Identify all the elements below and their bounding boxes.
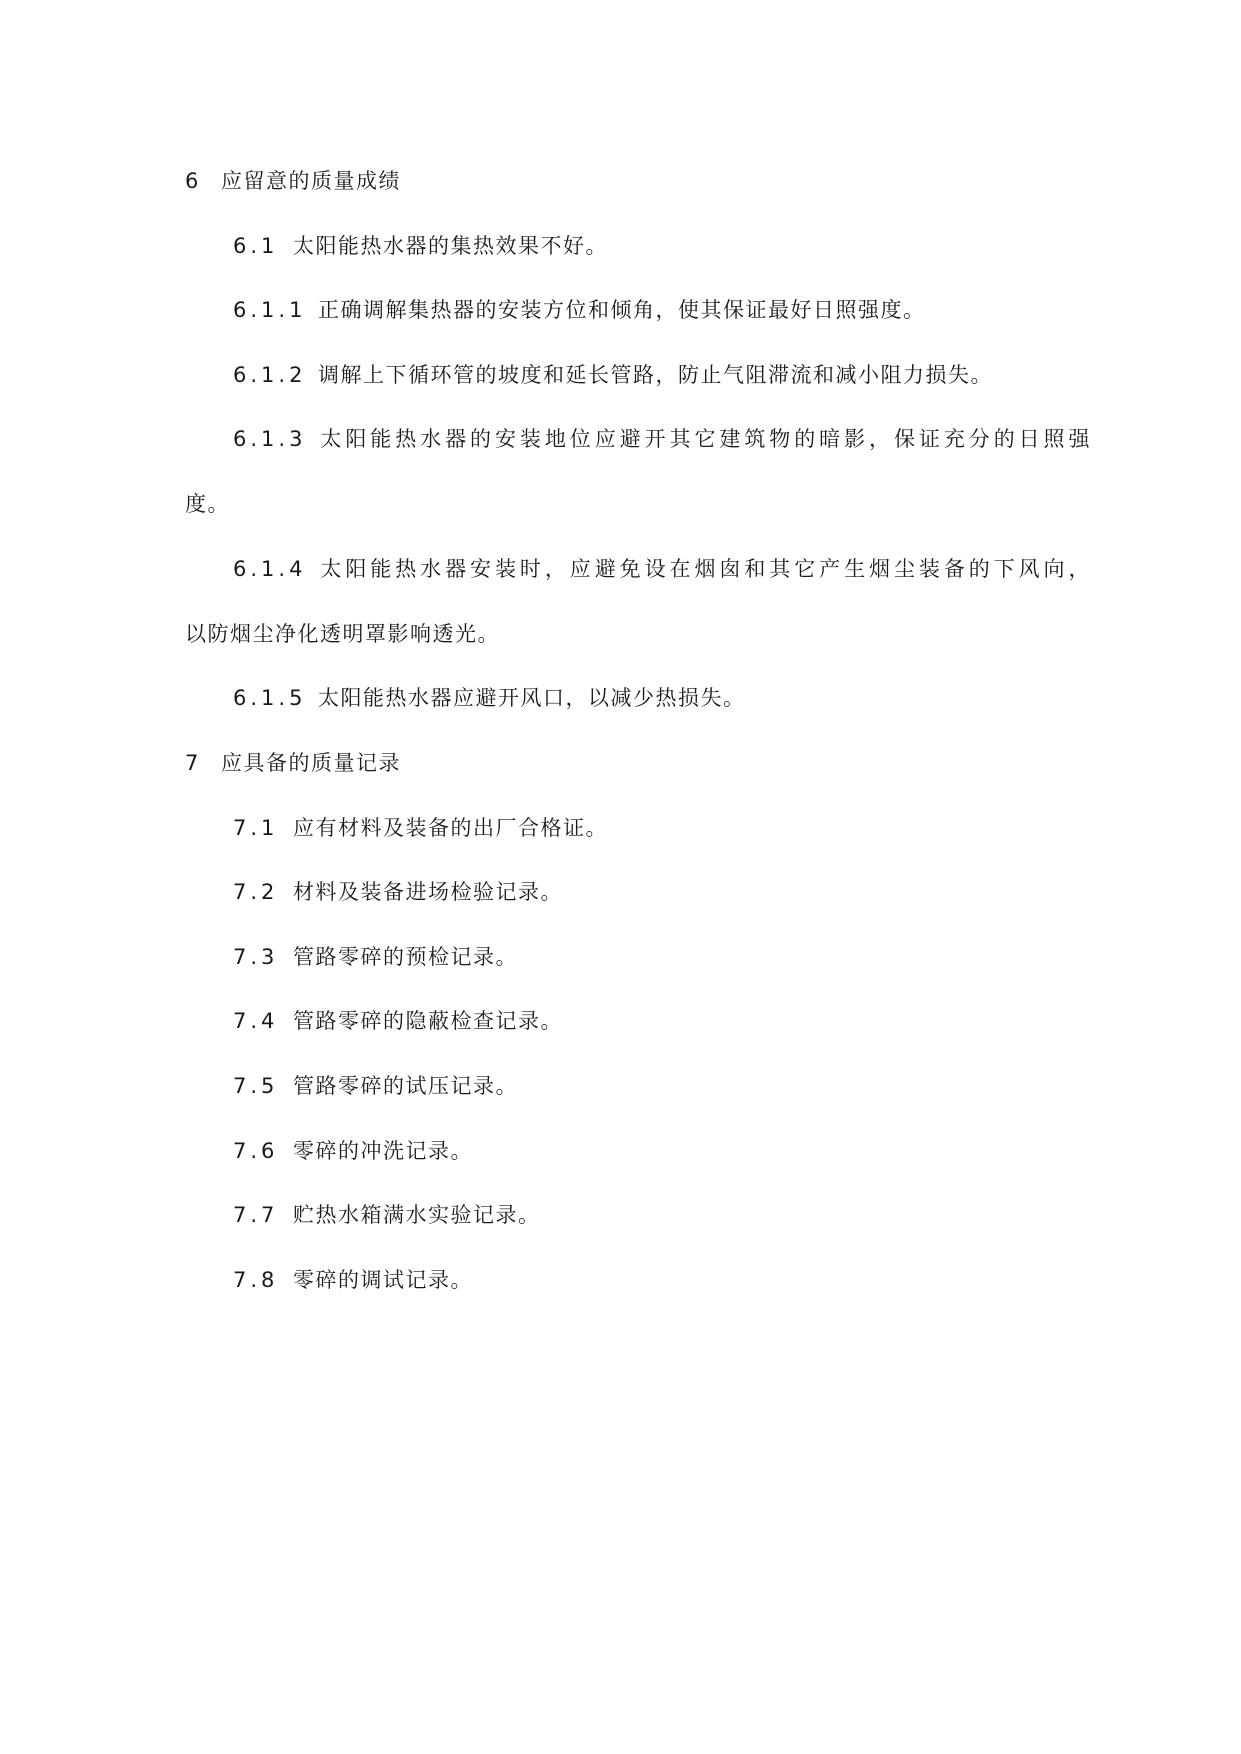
- section-7-heading: [185, 748, 401, 778]
- clause-6-1-1: [233, 295, 926, 325]
- clause-6-1-3-continuation: [185, 489, 230, 519]
- clause-7-8: [233, 1265, 473, 1295]
- section-title: 应留意的质量成绩: [221, 169, 401, 193]
- clause-7-5: [233, 1071, 518, 1101]
- clause-text: 太阳能热水器的集热效果不好。: [293, 234, 608, 258]
- section-title: 应具备的质量记录: [221, 751, 401, 775]
- clause-number: 6.1.1: [233, 298, 307, 322]
- clause-number: 7.8: [233, 1268, 279, 1292]
- clause-text: 管路零碎的试压记录。: [293, 1074, 518, 1098]
- clause-7-4: [233, 1006, 563, 1036]
- section-number: 7: [185, 751, 199, 775]
- clause-7-2: [233, 877, 563, 907]
- section-6-heading: [185, 166, 401, 196]
- clause-text: 贮热水箱满水实验记录。: [293, 1203, 541, 1227]
- clause-number: 7.7: [233, 1203, 279, 1227]
- clause-text: 正确调解集热器的安装方位和倾角，使其保证最好日照强度。: [318, 298, 926, 322]
- clause-number: 6.1: [233, 234, 279, 258]
- clause-text: 太阳能热水器安装时，应避免设在烟囱和其它产生烟尘装备的下风向，: [318, 557, 1091, 581]
- clause-6-1-4: [233, 554, 1091, 584]
- clause-text: 调解上下循环管的坡度和延长管路，防止气阻滞流和减小阻力损失。: [318, 363, 993, 387]
- clause-number: 6.1.3: [233, 427, 307, 451]
- clause-text: 材料及装备进场检验记录。: [293, 880, 563, 904]
- clause-7-1: [233, 813, 608, 843]
- clause-number: 7.5: [233, 1074, 279, 1098]
- clause-text-continued: 以防烟尘净化透明罩影响透光。: [185, 622, 500, 646]
- clause-number: 7.6: [233, 1139, 279, 1163]
- clause-number: 7.2: [233, 880, 279, 904]
- clause-6-1-3: [233, 424, 1091, 454]
- clause-text: 应有材料及装备的出厂合格证。: [293, 816, 608, 840]
- clause-text: 管路零碎的预检记录。: [293, 945, 518, 969]
- clause-text: 零碎的调试记录。: [293, 1268, 473, 1292]
- clause-text: 太阳能热水器的安装地位应避开其它建筑物的暗影，保证充分的日照强: [318, 427, 1091, 451]
- clause-text: 零碎的冲洗记录。: [293, 1139, 473, 1163]
- clause-7-7: [233, 1200, 541, 1230]
- clause-6-1-5: [233, 683, 746, 713]
- clause-number: 6.1.4: [233, 557, 307, 581]
- section-number: 6: [185, 169, 199, 193]
- clause-6-1: [233, 231, 608, 261]
- clause-number: 7.1: [233, 816, 279, 840]
- clause-text: 管路零碎的隐蔽检查记录。: [293, 1009, 563, 1033]
- clause-6-1-4-continuation: [185, 619, 500, 649]
- clause-7-3: [233, 942, 518, 972]
- clause-6-1-2: [233, 360, 993, 390]
- clause-7-6: [233, 1136, 473, 1166]
- clause-number: 7.4: [233, 1009, 279, 1033]
- clause-number: 6.1.2: [233, 363, 307, 387]
- clause-text-continued: 度。: [185, 492, 230, 516]
- clause-text: 太阳能热水器应避开风口，以减少热损失。: [318, 686, 746, 710]
- clause-number: 6.1.5: [233, 686, 307, 710]
- clause-number: 7.3: [233, 945, 279, 969]
